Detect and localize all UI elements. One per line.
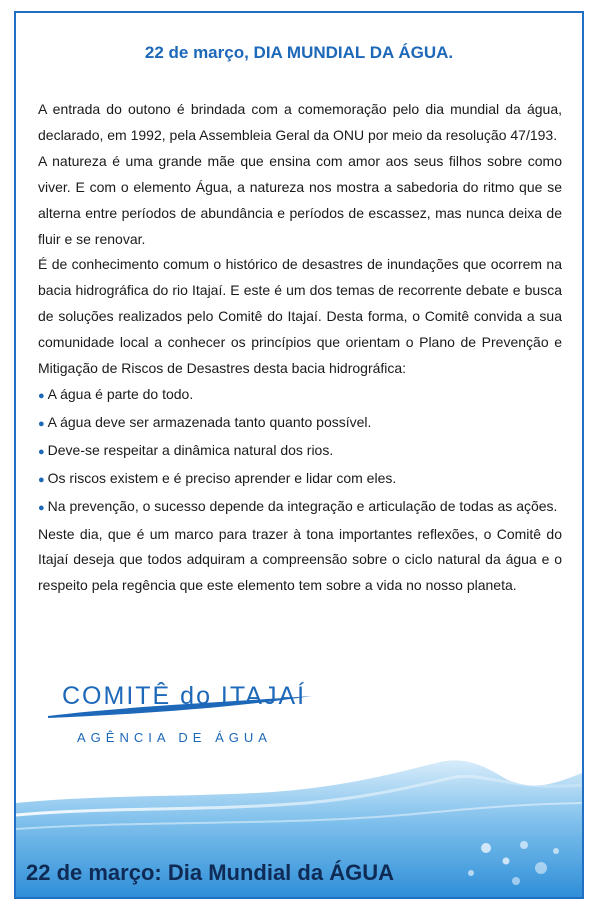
bullet-item xyxy=(38,494,562,522)
bullet-item xyxy=(38,382,562,410)
paragraph-nature: A natureza é uma grande mãe que ensina com amor aos seus filhos sobre como viver. E com o elemento Água, a natureza nos mostra a sabedoria do ritmo que se alterna entre períodos de abundância e períodos de escassez, mas nunca deixa de fluir e se renovar. xyxy=(38,152,562,247)
footer-caption: 22 de março: Dia Mundial da ÁGUA xyxy=(26,860,394,885)
bullet-item xyxy=(38,410,562,438)
page-title: 22 de março, DIA MUNDIAL DA ÁGUA. xyxy=(144,43,454,62)
bullet-text: Os riscos existem e é preciso aprender e lidar com eles. xyxy=(47,469,397,486)
bullet-icon: ● xyxy=(38,473,45,486)
bullet-text: A água é parte do todo. xyxy=(47,385,194,402)
bullet-text: A água deve ser armazenada tanto quanto possível. xyxy=(47,413,372,430)
bullet-icon: ● xyxy=(38,445,45,458)
paragraph-disasters: É de conhecimento comum o histórico de desastres de inundações que ocorrem na bacia hidrográfica do rio Itajaí. E este é um dos temas de recorrente debate e busca de soluções realizados pelo Comitê do Itajaí. Desta forma, o Comitê convida a sua comunidade local a conhecer os princípios que orientam o Plano de Prevenção e Mitigação de Riscos de Desastres desta bacia hidrográfica: xyxy=(38,256,562,377)
paragraph-intro: A entrada do outono é brindada com a comemoração pelo dia mundial da água, declarado, em 1992, pela Assembleia Geral da ONU por meio da resolução 47/193. xyxy=(38,101,562,143)
bullet-item xyxy=(38,438,562,466)
logo-title: COMITÊ do ITAJAÍ xyxy=(62,682,307,710)
bullet-icon: ● xyxy=(38,389,45,402)
bullet-text: Na prevenção, o sucesso depende da integração e articulação de todas as ações. xyxy=(47,497,558,514)
bullet-icon: ● xyxy=(38,501,45,514)
poster-frame xyxy=(14,11,584,899)
bullet-item xyxy=(38,466,562,494)
bullet-text: Deve-se respeitar a dinâmica natural dos rios. xyxy=(47,441,334,458)
paragraph-closing: Neste dia, que é um marco para trazer à tona importantes reflexões, o Comitê do Itajaí deseja que todos adquiram a compreensão sobre o ciclo natural da água e o respeito pela regência que este elemento tem sobre a vida no nosso planeta. xyxy=(38,525,562,594)
bullet-icon: ● xyxy=(38,417,45,430)
document-body xyxy=(38,97,562,599)
logo-subtitle: AGÊNCIA DE ÁGUA xyxy=(77,730,272,745)
